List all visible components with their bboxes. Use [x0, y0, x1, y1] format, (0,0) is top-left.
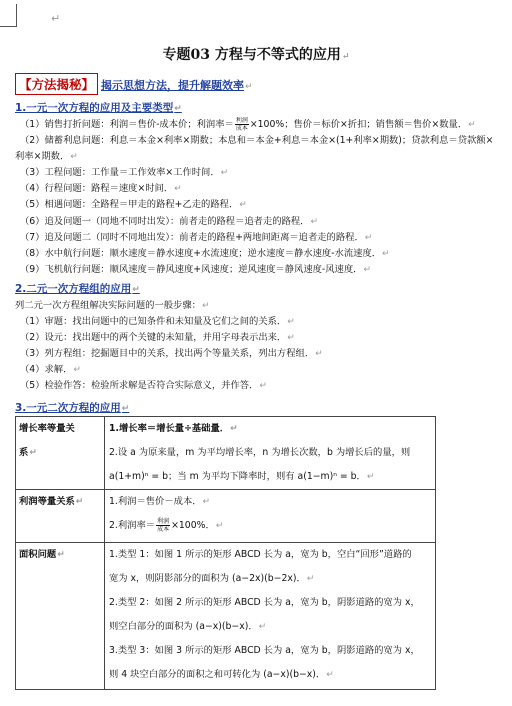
list-intro: 列二元一次方程组解决实际问题的一般步骤：↵ [15, 300, 210, 311]
formula-table [15, 416, 436, 690]
section-1-heading: 1.一元一次方程的应用及主要类型↵ [15, 102, 182, 114]
list-item: （5）相遇问题：全路程＝甲走的路程+乙走的路程．↵ [20, 199, 247, 211]
list-item: （8）水中航行问题：顺水速度＝静水速度+水流速度；逆水速度＝静水速度-水流速度．↵ [20, 247, 390, 259]
list-item: （1）审题：找出问题中的已知条件和未知量及它们之间的关系．↵ [20, 316, 295, 328]
document-title: 专题03 方程与不等式的应用↵ [162, 47, 350, 63]
list-item: （3）工程问题：工作量＝工作效率×工作时间．↵ [20, 167, 229, 179]
fraction: $\frac{\text{利润}}{\text{成本}}$ [157, 518, 170, 533]
section-1-list [15, 117, 505, 278]
list-item: （2）储蓄利息问题：利息＝本金×利率×期数；本息和＝本金+利息＝本金×(1+利率×期数)；贷款利息＝贷款额× [20, 135, 494, 147]
section-3-heading: 3.一元二次方程的应用↵ [15, 402, 130, 414]
list-item: （4）行程问题：路程＝速度×时间．↵ [20, 183, 182, 195]
margin-corner-mark [16, 4, 17, 26]
list-item: （3）列方程组：挖掘题目中的关系，找出两个等量关系，列出方程组．↵ [20, 348, 323, 360]
row-content: 1.增长率＝增长量÷基础量．↵ 2.设 a 为原来量，m 为平均增长率，n 为增长次数，b 为增长后的量，则 a(1+m)ⁿ = b；当 m 为平均下降率时，则有 a(1−m)ⁿ = b．↵ [105, 417, 436, 490]
fraction: $\frac{\text{利润}}{\text{成本}}$ [235, 117, 248, 132]
list-item: （9）飞机航行问题：顺风速度＝静风速度+风速度；逆风速度＝静风速度-风速度．↵ [20, 263, 371, 275]
margin-corner-mark-horizontal [0, 26, 17, 27]
table-row [16, 417, 436, 490]
list-item: （5）检验作答：检验所求解是否符合实际意义，并作答．↵ [20, 380, 267, 392]
row-label: 利润等量关系↵ [16, 490, 105, 543]
list-item: （7）追及问题二（同时不同地出发）：前者走的路程+两地间距离＝追者走的路程．↵ [20, 231, 373, 243]
list-item-continuation: 利率×期数．↵ [15, 151, 78, 163]
method-header: 【方法揭秘】 揭示思想方法，提升解题效率↵ [15, 73, 253, 95]
paragraph-mark: ↵ [51, 12, 61, 25]
table-row [16, 543, 436, 690]
row-label: 增长率等量关 系↵ [16, 417, 105, 490]
method-label: 【方法揭秘】 [15, 73, 98, 95]
list-item: （4）求解．↵ [20, 364, 81, 376]
section-2-heading: 2.二元一次方程组的应用↵ [15, 283, 140, 295]
row-content: 1.利润＝售价－成本．↵ 2.利润率＝ $\frac{\text{利润}}{\text{成本}}$ ×100%．↵ [105, 490, 436, 543]
row-label: 面积问题↵ [16, 543, 105, 690]
list-item: （2）设元：找出题中的两个关键的未知量，并用字母表示出来．↵ [20, 332, 295, 344]
method-subtitle: 揭示思想方法，提升解题效率 [101, 79, 245, 92]
section-2-list [15, 298, 505, 395]
list-item: （1）销售打折问题：利润＝售价-成本价；利润率＝ $\frac{\text{利润}}{\text{成本}}$ ×100%；售价＝标价×折扣；销售额＝售价×数量．↵ [20, 117, 476, 132]
row-content: 1.类型 1：如图 1 所示的矩形 ABCD 长为 a，宽为 b，空白“回形”道路的 宽为 x，则阴影部分的面积为 (a−2x)(b−2x)．↵ 2.类型 2：如图 2 所示的矩形 ABCD 长为 a，宽为 b，阴影道路的宽为 x， 则空白部分的面积为 (a−x)(b−x)．↵ 3.类型 3：如图 3 所示的矩形 ABCD 长为 a，宽为 b，阴影道路的宽为 x， 则 4 块空白部分的面积之和可转化为 (a−x)(b−x)．↵ [105, 543, 436, 690]
table-row [16, 490, 436, 543]
list-item: （6）追及问题一（同地不同时出发）：前者走的路程＝追者走的路程．↵ [20, 215, 319, 227]
